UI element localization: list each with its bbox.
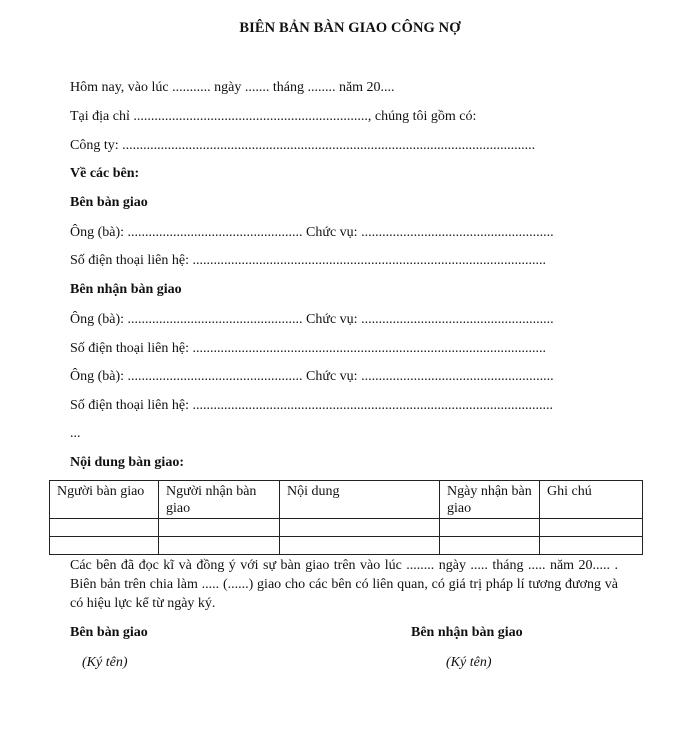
company-line: Công ty: ...................................................................................................................... (70, 138, 536, 153)
receiver-signature-line: (Ký tên) (446, 655, 492, 670)
handover-table (49, 480, 643, 555)
table-cell[interactable] (50, 537, 159, 555)
table-cell[interactable] (540, 537, 643, 555)
header-receiver: Người nhận bàn giao (159, 481, 280, 519)
receiver-signature-label: Bên nhận bàn giao (411, 625, 523, 640)
table-cell[interactable] (280, 537, 440, 555)
address-line: Tại địa chỉ ..................................................................., chúng tôi gồm có: (70, 109, 477, 124)
parties-heading: Về các bên: (70, 166, 140, 181)
table-row (50, 537, 643, 555)
table-cell[interactable] (440, 537, 540, 555)
header-content: Nội dung (280, 481, 440, 519)
sender-signature-line: (Ký tên) (82, 655, 128, 670)
table-cell[interactable] (280, 519, 440, 537)
date-line: Hôm nay, vào lúc ........... ngày ....... tháng ........ năm 20.... (70, 80, 395, 95)
receiver-phone-line-1: Số điện thoại liên hệ: ..................................................................................................... (70, 341, 546, 356)
table-cell[interactable] (50, 519, 159, 537)
header-note: Ghi chú (540, 481, 643, 519)
ellipsis: ... (70, 426, 81, 441)
header-sender: Người bàn giao (50, 481, 159, 519)
table-header-row (50, 481, 643, 519)
table-cell[interactable] (159, 519, 280, 537)
table-cell[interactable] (540, 519, 643, 537)
table-row (50, 519, 643, 537)
table-cell[interactable] (440, 519, 540, 537)
receiver-heading: Bên nhận bàn giao (70, 282, 182, 297)
receiver-name-line-1: Ông (bà): .................................................. Chức vụ: ....................................................... (70, 312, 554, 327)
header-date: Ngày nhận bàn giao (440, 481, 540, 519)
document-title: BIÊN BẢN BÀN GIAO CÔNG NỢ (239, 20, 461, 36)
closing-paragraph: Các bên đã đọc kĩ và đồng ý với sự bàn giao trên vào lúc ........ ngày ..... tháng ..... năm 20..... . Biên bản trên chia làm ..... (......) giao cho các bên có liên quan, có giá trị pháp lí tương đương và có hiệu lực kể từ ngày ký. (70, 558, 618, 611)
sender-phone-line: Số điện thoại liên hệ: ..................................................................................................... (70, 253, 546, 268)
table-cell[interactable] (159, 537, 280, 555)
receiver-phone-line-2: Số điện thoại liên hệ: ....................................................................................................... (70, 398, 553, 413)
sender-name-line: Ông (bà): .................................................. Chức vụ: ....................................................... (70, 225, 554, 240)
receiver-name-line-2: Ông (bà): .................................................. Chức vụ: ....................................................... (70, 369, 554, 384)
sender-heading: Bên bàn giao (70, 195, 148, 210)
content-heading: Nội dung bàn giao: (70, 455, 184, 470)
sender-signature-label: Bên bàn giao (70, 625, 148, 640)
